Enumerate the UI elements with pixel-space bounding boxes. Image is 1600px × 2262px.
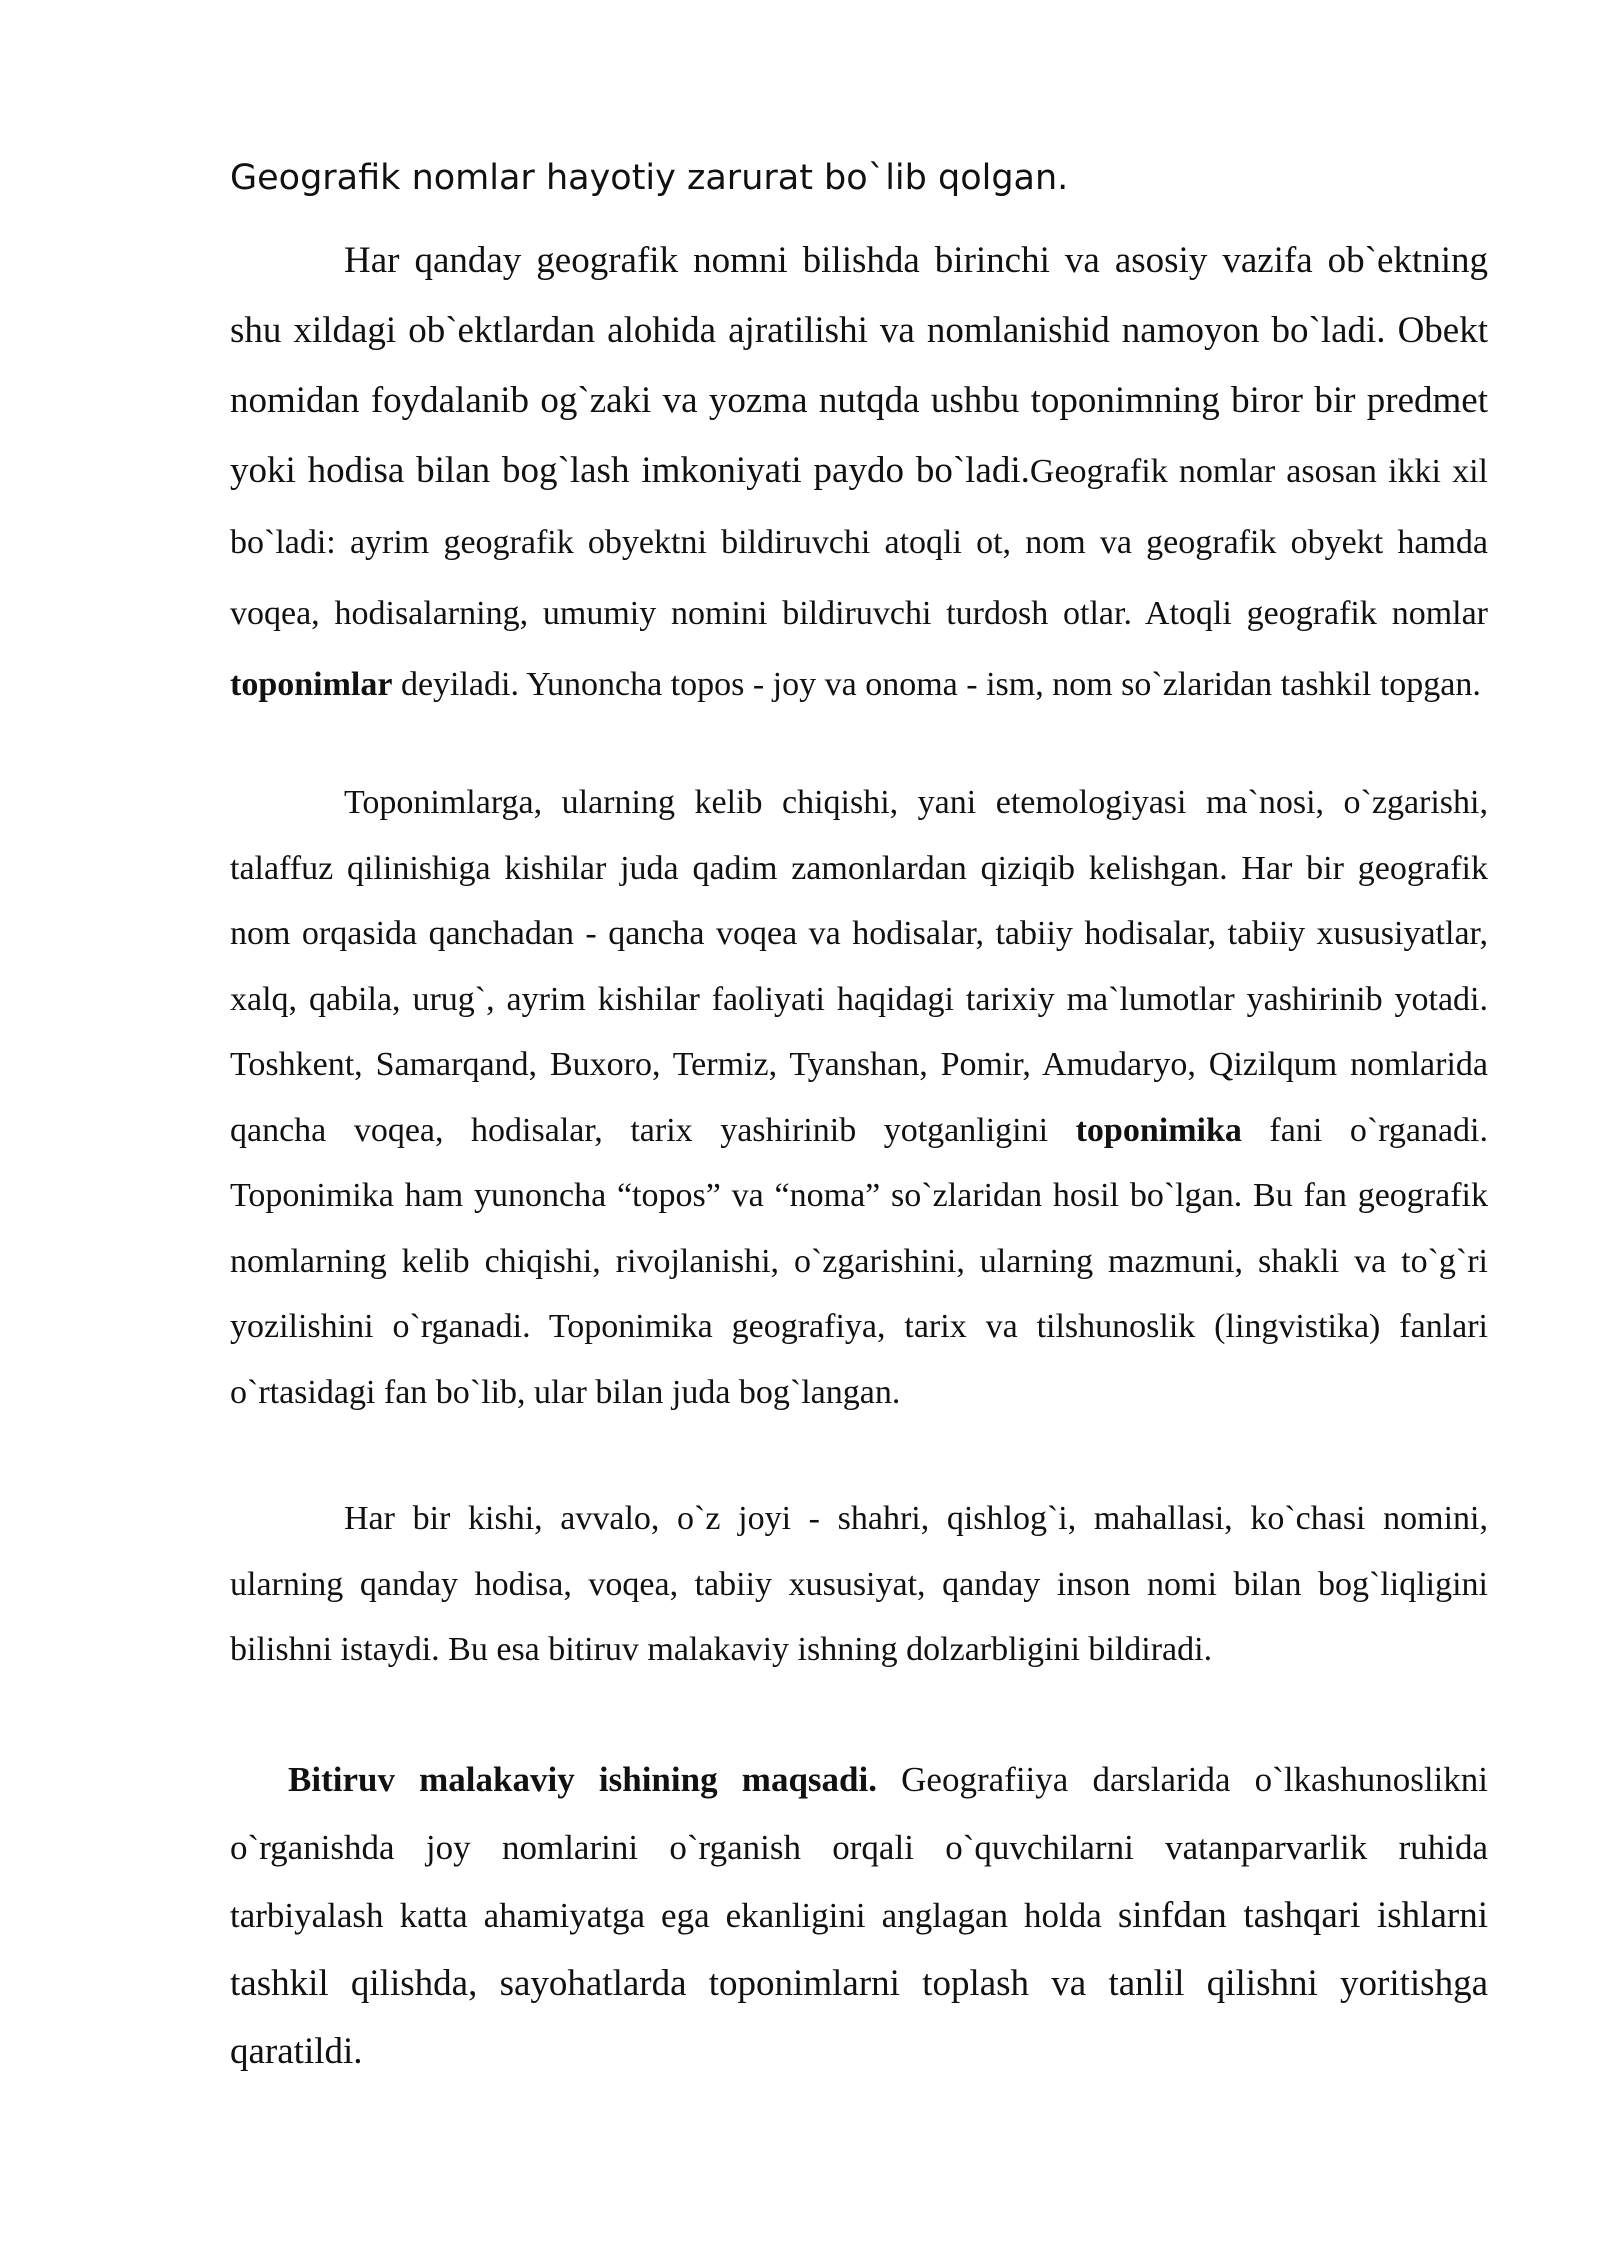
paragraph-definition — [230, 226, 1488, 720]
paragraph-goal — [230, 1746, 1488, 2086]
term-toponimlar: toponimlar — [230, 666, 393, 703]
paragraph-toponymy-intro: Toponimlarga, ularning kelib chiqishi, yani etemologiyasi ma`nosi, o`zgarishi, talaffuz qilinishiga kishilar juda qadim zamonlardan qiziqib kelishgan. Har bir geografik nom orqasida qanchadan - qancha voqea va hodisalar, tabiiy hodisalar, tabiiy xususiyatlar, xalq, qabila, urug`, ayrim kishilar faoliyati haqidagi tarixiy ma`lumotlar yashirinib yotadi. Toshkent, Samarqand, Buxoro, Termiz, Tyanshan, Pomir, Amudaryo, Qizilqum nomlarida qancha voqea, hodisalar, tarix yashirinib yotganligini — [230, 784, 1488, 1149]
goal-heading: Bitiruv malakaviy ishining maqsadi. — [288, 1760, 877, 1799]
paragraph-toponymy — [230, 770, 1488, 1425]
paragraph-definition-types: Geografik nomlar asosan ikki xil bo`ladi: ayrim geografik obyektni bildiruvchi atoqli ot, nom va geografik obyekt hamda voqea, hodisalarning, umumiy nomini bildiruvchi turdosh otlar. Atoqli geografik nomlar — [230, 453, 1488, 632]
opening-line: Geografik nomlar hayotiy zarurat bo`lib qolgan. — [230, 158, 1069, 198]
goal-text-second: sinfdan tashqari ishlarni tashkil qilishda, sayohatlarda toponimlarni toplash va tanlil qilishni yoritishga qaratildi. — [230, 1895, 1488, 2072]
paragraph-relevance: Har bir kishi, avvalo, o`z joyi - shahri, qishlog`i, mahallasi, ko`chasi nomini, ularning qanday hodisa, voqea, tabiiy xususiyat, qanday inson nomi bilan bog`liqligini bilishni istaydi. Bu esa bitiruv malakaviy ishning dolzarbligini bildiradi. — [230, 1500, 1488, 1668]
paragraph-definition-etymology: deyiladi. Yunoncha topos - joy va onoma - ism, nom so`zlaridan tashkil topgan. — [392, 666, 1481, 703]
term-toponimika: toponimika — [1075, 1111, 1242, 1149]
goal-text-first: Geografiiya darslarida o`lkashunoslikni o`rganishda joy nomlarini o`rganish orqali o`quvchilarni vatanparvarlik ruhida tarbiyalash katta ahamiyatga ega ekanligini anglagan holda — [230, 1760, 1488, 1935]
paragraph-toponymy-rest: fani o`rganadi. Toponimika ham yunoncha “topos” va “noma” so`zlaridan hosil bo`lgan. Bu fan geografik nomlarning kelib chiqishi, rivojlanishi, o`zgarishini, ularning mazmuni, shakli va to`g`ri yozilishini o`rganadi. Toponimika geografiya, tarix va tilshunoslik (lingvistika) fanlari o`rtasidagi fan bo`lib, ular bilan juda bog`langan. — [230, 1111, 1488, 1411]
paragraph-definition-intro: Har qanday geografik nomni bilishda birinchi va asosiy vazifa ob`ektning shu xildagi ob`ektlardan alohida ajratilishi va nomlanishid namoyon bo`ladi. Obekt nomidan foydalanib og`zaki va yozma nutqda ushbu toponimning biror bir predmet yoki hodisa bilan bog`lash imkoniyati paydo bo`ladi. — [230, 240, 1488, 491]
